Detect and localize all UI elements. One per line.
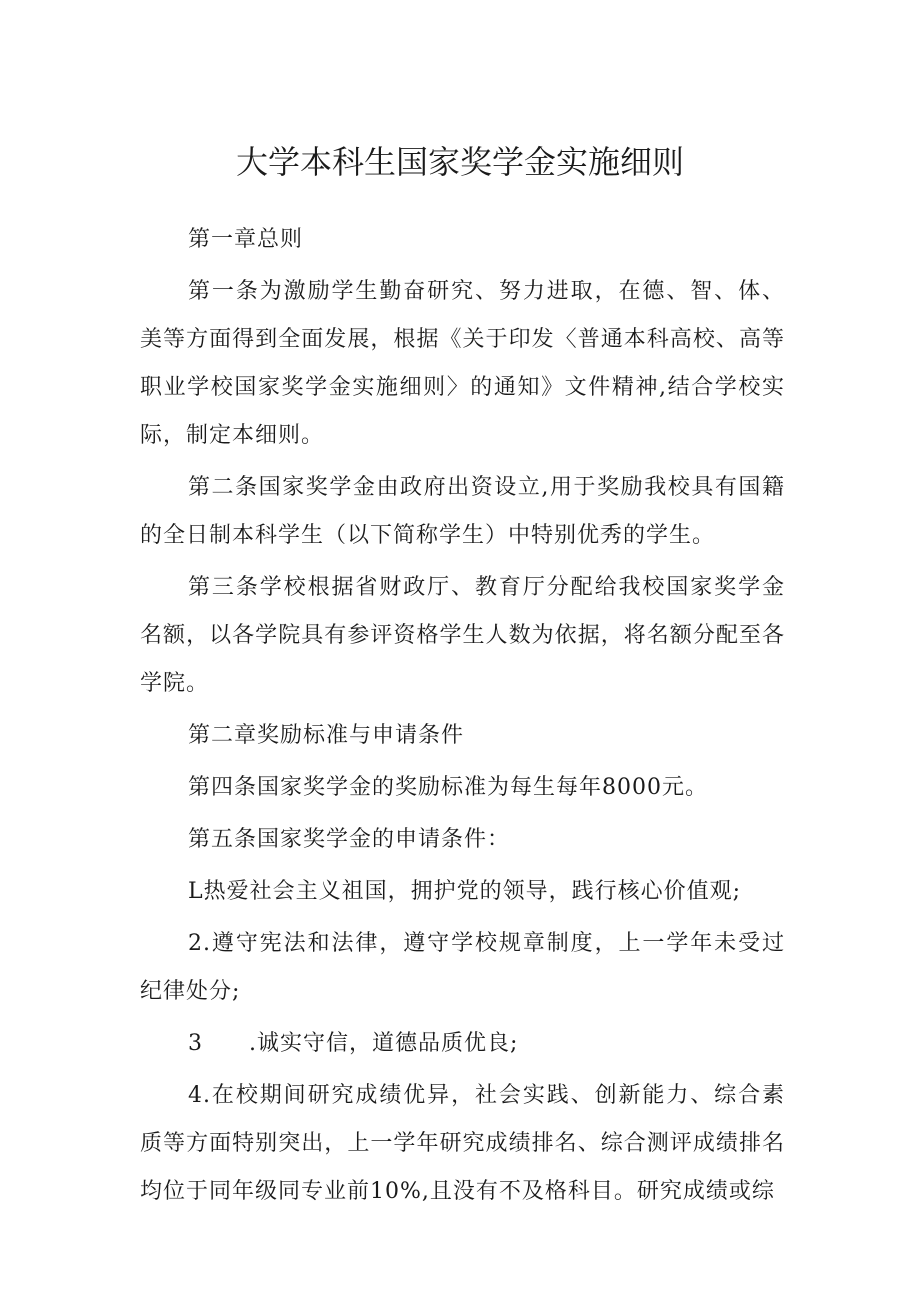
- paragraph: 第四条国家奖学金的奖励标准为每生每年8000元。: [188, 775, 708, 800]
- list-item: L热爱社会主义祖国，拥护党的领导，践行核心价值观;: [188, 879, 742, 904]
- chapter-heading: 第二章奖励标准与申请条件: [188, 723, 465, 748]
- list-item: 3 .诚实守信，道德品质优良;: [188, 1031, 519, 1056]
- list-item: 2.遵守宪法和法律，遵守学校规章制度，上一学年未受过纪律处分;: [140, 931, 785, 1004]
- paragraph: 第二条国家奖学金由政府出资设立,用于奖励我校具有国籍的全日制本科学生（以下简称学生）中特别优秀的学生。: [140, 475, 785, 548]
- paragraph: 第五条国家奖学金的申请条件：: [188, 827, 511, 852]
- list-item: 4.在校期间研究成绩优异，社会实践、创新能力、综合素质等方面特别突出，上一学年研究成绩排名、综合测评成绩排名均位于同年级同专业前10%,且没有不及格科目。研究成绩或综: [140, 1083, 785, 1204]
- document-title: 大学本科生国家奖学金实施细则: [235, 143, 684, 181]
- paragraph: 第三条学校根据省财政厅、教育厅分配给我校国家奖学金名额，以各学院具有参评资格学生人数为依据，将名额分配至各学院。: [140, 575, 785, 696]
- chapter-heading: 第一章总则: [188, 227, 304, 252]
- paragraph: 第一条为激励学生勤奋研究、努力进取，在德、智、体、美等方面得到全面发展，根据《关于印发〈普通本科高校、高等职业学校国家奖学金实施细则〉的通知》文件精神,结合学校实际，制定本细则。: [140, 279, 785, 448]
- document-body: [140, 216, 785, 1220]
